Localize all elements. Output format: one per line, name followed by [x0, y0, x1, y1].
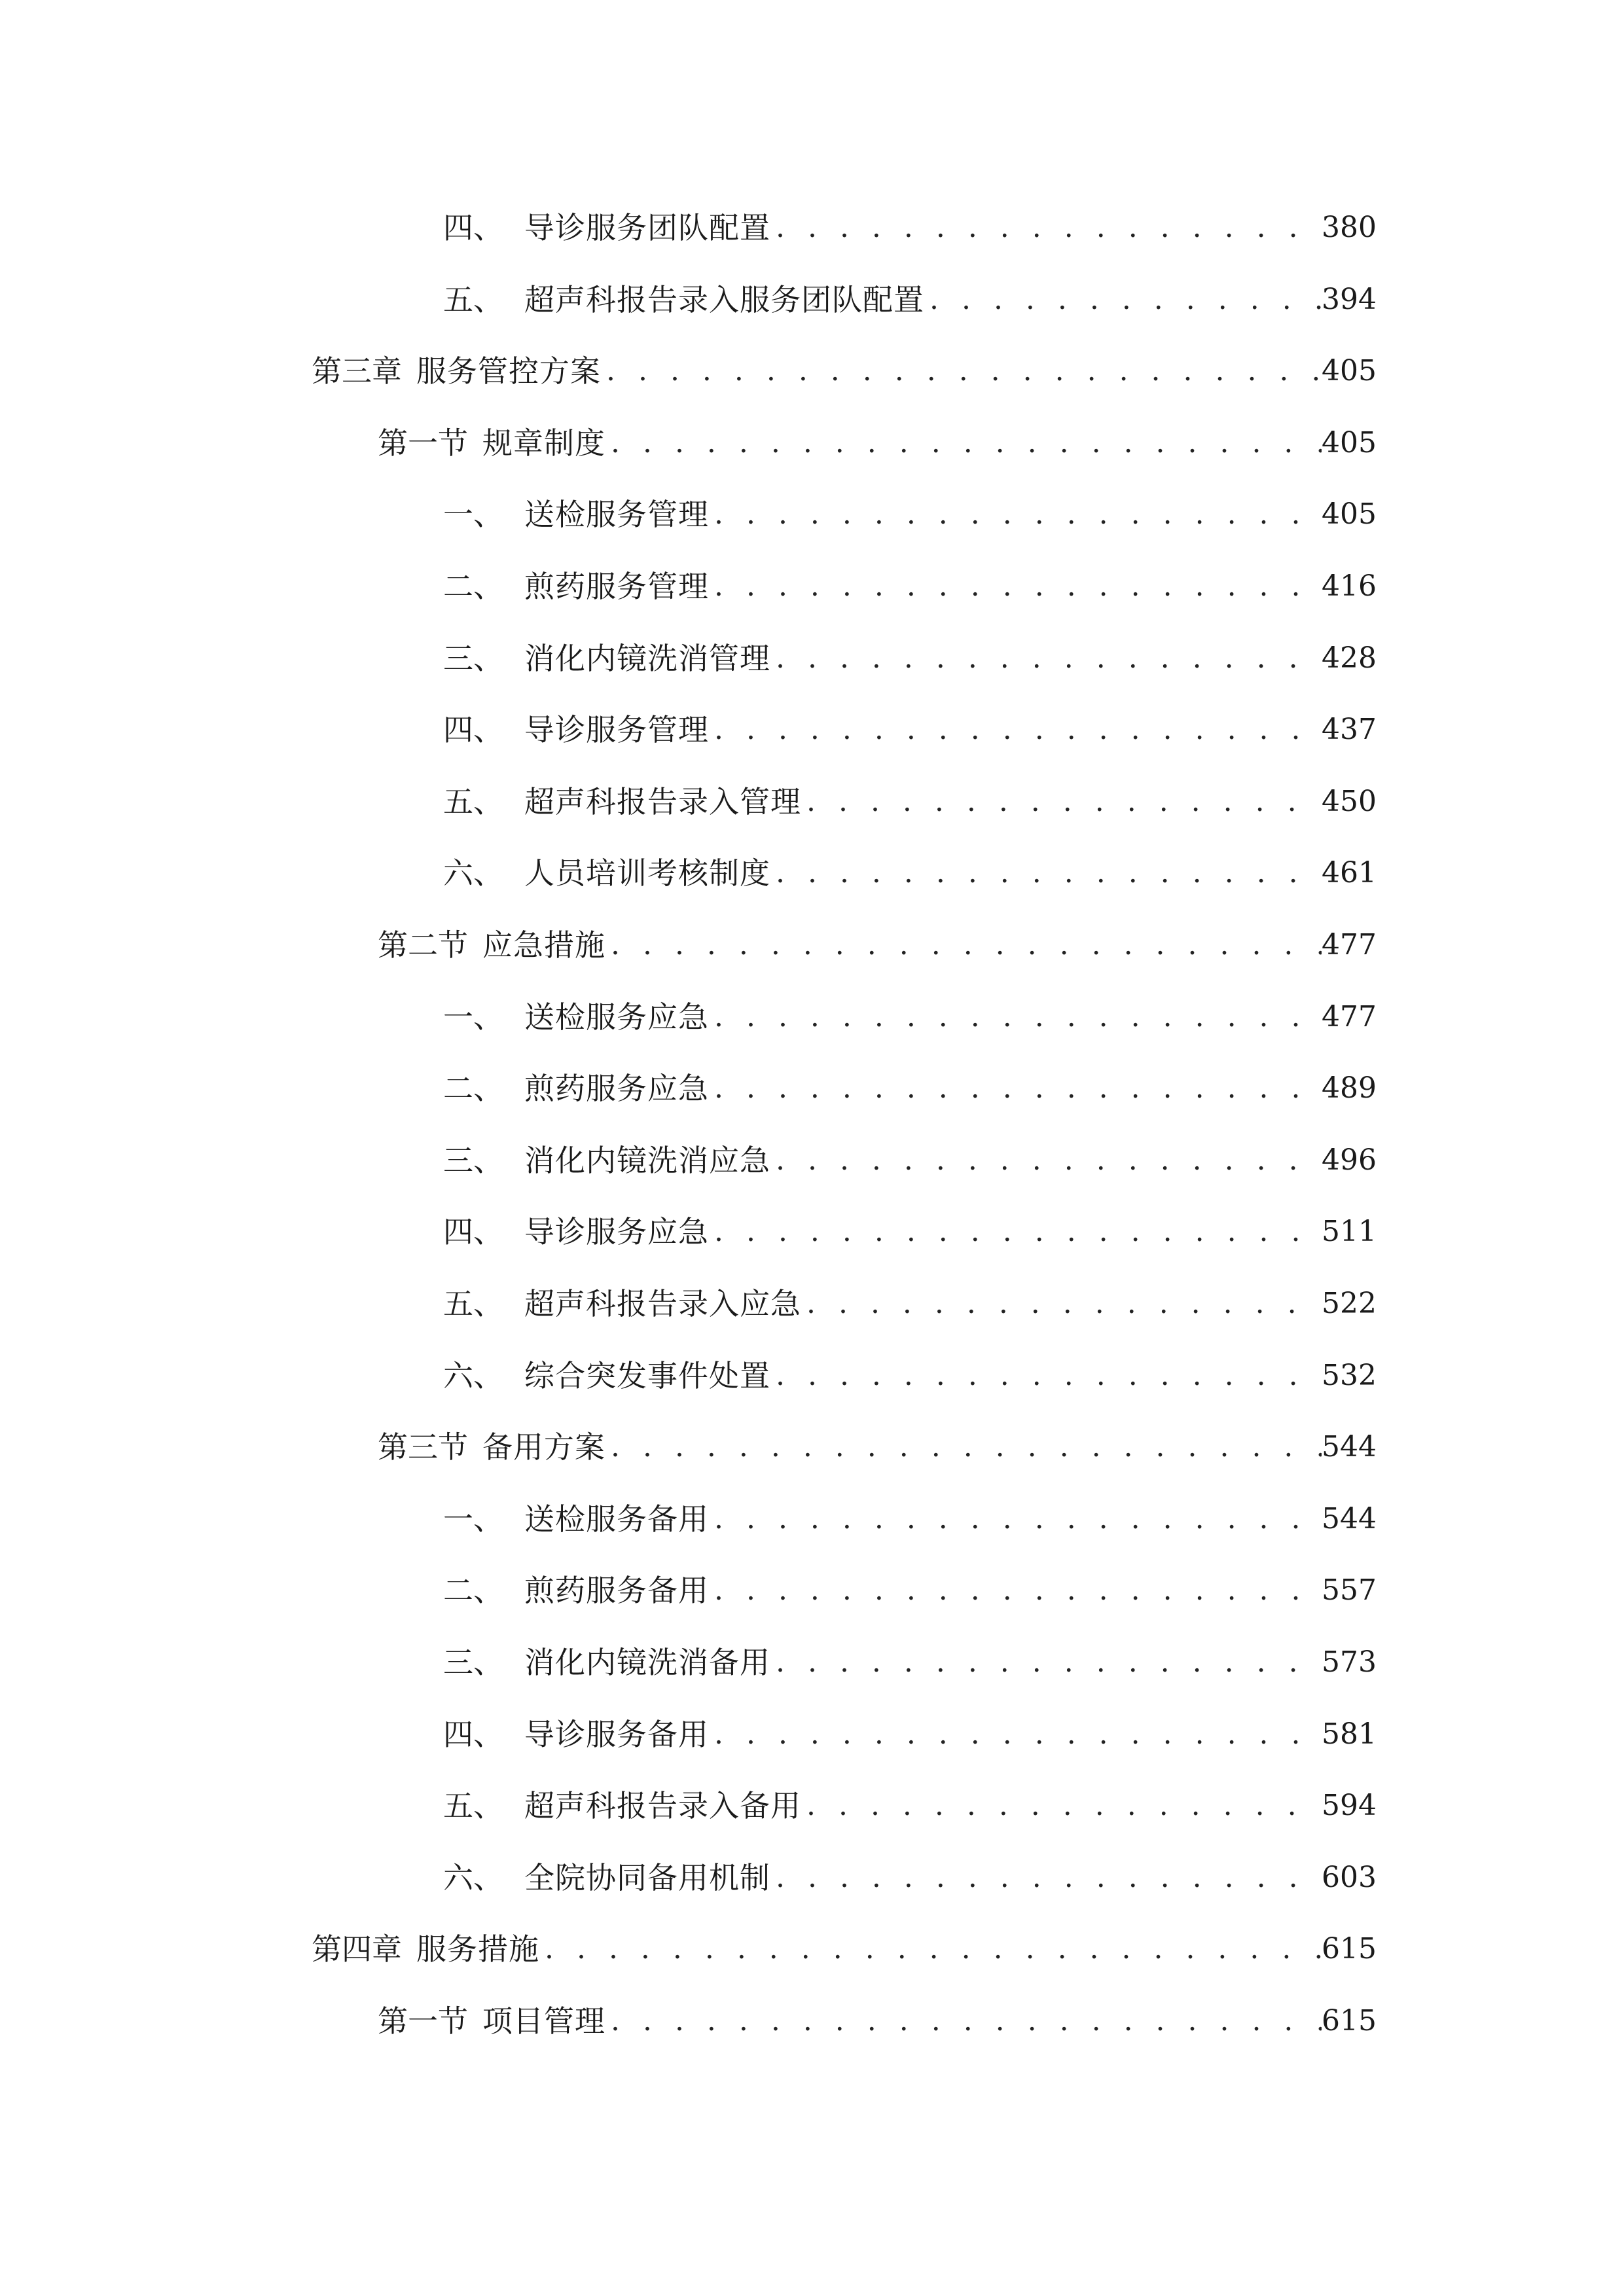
toc-dot-leader [601, 345, 1322, 397]
toc-entry-section[interactable] [378, 919, 1377, 971]
toc-entry-page-number: 522 [1322, 1287, 1377, 1320]
toc-entry-item[interactable] [443, 560, 1377, 613]
toc-entry-page-number: 594 [1322, 1789, 1377, 1823]
toc-entry-title: 超声科报告录入应急 [524, 1286, 801, 1321]
toc-entry-number: 四、 [443, 712, 503, 748]
toc-entry-title: 应急措施 [482, 927, 605, 963]
toc-entry-title: 备用方案 [482, 1429, 605, 1465]
toc-entry-title: 煎药服务应急 [524, 1071, 709, 1107]
toc-entry-title: 消化内镜洗消管理 [524, 640, 770, 676]
toc-dot-leader [709, 1062, 1322, 1115]
toc-entry-number: 第一节 [378, 2003, 468, 2039]
toc-entry-title: 人员培训考核制度 [524, 855, 770, 891]
toc-entry-page-number: 581 [1322, 1717, 1377, 1751]
toc-entry-title: 超声科报告录入备用 [524, 1788, 801, 1824]
toc-entry-number: 第三章 [312, 353, 402, 389]
toc-dot-leader [770, 847, 1322, 899]
toc-dot-leader [605, 1421, 1322, 1473]
toc-dot-leader [709, 488, 1322, 541]
toc-entry-page-number: 394 [1322, 282, 1377, 316]
toc-entry-page-number: 573 [1322, 1645, 1377, 1679]
toc-dot-leader [924, 274, 1322, 326]
toc-entry-item[interactable] [443, 1708, 1377, 1761]
toc-entry-page-number: 615 [1322, 1932, 1377, 1966]
toc-entry-page-number: 405 [1322, 354, 1377, 388]
toc-dot-leader [709, 1564, 1322, 1617]
toc-entry-chapter[interactable] [312, 345, 1377, 397]
toc-entry-page-number: 450 [1322, 784, 1377, 818]
toc-entry-number: 第二节 [378, 927, 468, 963]
toc-entry-number: 二、 [443, 1573, 503, 1609]
toc-entry-item[interactable] [443, 1134, 1377, 1187]
toc-entry-page-number: 437 [1322, 713, 1377, 747]
toc-entry-item[interactable] [443, 776, 1377, 828]
toc-entry-item[interactable] [443, 1636, 1377, 1689]
toc-entry-page-number: 511 [1322, 1215, 1377, 1249]
toc-entry-item[interactable] [443, 274, 1377, 326]
toc-entry-number: 六、 [443, 855, 503, 891]
toc-entry-title: 导诊服务备用 [524, 1716, 709, 1752]
toc-dot-leader [709, 1206, 1322, 1258]
toc-entry-page-number: 380 [1322, 211, 1377, 244]
toc-dot-leader [709, 1708, 1322, 1761]
toc-entry-page-number: 615 [1322, 2004, 1377, 2037]
toc-entry-number: 一、 [443, 497, 503, 533]
toc-dot-leader [605, 919, 1322, 971]
toc-entry-number: 一、 [443, 999, 503, 1035]
toc-dot-leader [709, 704, 1322, 756]
toc-entry-item[interactable] [443, 1062, 1377, 1115]
toc-dot-leader [801, 1780, 1322, 1832]
toc-entry-title: 超声科报告录入管理 [524, 783, 801, 819]
toc-entry-page-number: 496 [1322, 1143, 1377, 1177]
toc-dot-leader [801, 1278, 1322, 1330]
toc-entry-chapter[interactable] [312, 1923, 1377, 1975]
toc-dot-leader [709, 1493, 1322, 1545]
toc-entry-title: 送检服务备用 [524, 1501, 709, 1537]
toc-entry-number: 四、 [443, 1214, 503, 1250]
toc-dot-leader [709, 991, 1322, 1043]
toc-entry-number: 三、 [443, 640, 503, 676]
toc-entry-page-number: 405 [1322, 497, 1377, 531]
toc-dot-leader [770, 1350, 1322, 1402]
toc-entry-title: 超声科报告录入服务团队配置 [524, 281, 924, 317]
toc-entry-title: 服务管控方案 [416, 353, 601, 389]
toc-entry-page-number: 416 [1322, 569, 1377, 603]
toc-entry-title: 消化内镜洗消备用 [524, 1645, 770, 1680]
toc-dot-leader [770, 1852, 1322, 1904]
toc-entry-item[interactable] [443, 991, 1377, 1043]
toc-entry-page-number: 489 [1322, 1071, 1377, 1105]
toc-dot-leader [770, 632, 1322, 685]
toc-dot-leader [605, 1995, 1322, 2047]
toc-entry-title: 送检服务管理 [524, 497, 709, 533]
toc-entry-item[interactable] [443, 1852, 1377, 1904]
toc-entry-title: 导诊服务管理 [524, 712, 709, 748]
toc-entry-title: 煎药服务备用 [524, 1573, 709, 1609]
toc-entry-number: 二、 [443, 569, 503, 604]
toc-entry-number: 三、 [443, 1645, 503, 1680]
toc-entry-page-number: 544 [1322, 1501, 1377, 1535]
toc-entry-number: 一、 [443, 1501, 503, 1537]
toc-entry-title: 煎药服务管理 [524, 569, 709, 604]
toc-entry-item[interactable] [443, 704, 1377, 756]
toc-entry-page-number: 477 [1322, 928, 1377, 961]
toc-entry-item[interactable] [443, 1564, 1377, 1617]
toc-entry-title: 送检服务应急 [524, 999, 709, 1035]
toc-entry-item[interactable] [443, 1350, 1377, 1402]
toc-dot-leader [770, 202, 1322, 254]
toc-entry-number: 四、 [443, 210, 503, 245]
toc-entry-page-number: 461 [1322, 856, 1377, 890]
toc-dot-leader [770, 1636, 1322, 1689]
toc-entry-section[interactable] [378, 1421, 1377, 1473]
toc-dot-leader [801, 776, 1322, 828]
toc-entry-number: 二、 [443, 1071, 503, 1107]
toc-entry-number: 四、 [443, 1716, 503, 1752]
toc-entry-item[interactable] [443, 847, 1377, 899]
toc-entry-page-number: 405 [1322, 425, 1377, 459]
toc-entry-item[interactable] [443, 632, 1377, 685]
toc-dot-leader [605, 417, 1322, 469]
toc-entry-title: 项目管理 [482, 2003, 605, 2039]
toc-entry-number: 六、 [443, 1357, 503, 1393]
toc-entry-page-number: 544 [1322, 1430, 1377, 1464]
toc-entry-section[interactable] [378, 417, 1377, 469]
toc-entry-item[interactable] [443, 1493, 1377, 1545]
toc-entry-number: 五、 [443, 281, 503, 317]
toc-entry-number: 五、 [443, 1286, 503, 1321]
toc-entry-page-number: 603 [1322, 1860, 1377, 1894]
toc-entry-page-number: 557 [1322, 1573, 1377, 1607]
toc-entry-title: 服务措施 [416, 1931, 539, 1967]
toc-entry-item[interactable] [443, 202, 1377, 254]
toc-entry-title: 消化内镜洗消应急 [524, 1142, 770, 1178]
toc-dot-leader [709, 560, 1322, 613]
toc-dot-leader [539, 1923, 1322, 1975]
toc-entry-title: 全院协同备用机制 [524, 1859, 770, 1895]
toc-entry-number: 五、 [443, 1788, 503, 1824]
toc-entry-page-number: 477 [1322, 999, 1377, 1033]
toc-entry-page-number: 532 [1322, 1358, 1377, 1392]
toc-entry-title: 导诊服务团队配置 [524, 210, 770, 245]
toc-entry-title: 综合突发事件处置 [524, 1357, 770, 1393]
toc-entry-number: 五、 [443, 783, 503, 819]
toc-entry-item[interactable] [443, 488, 1377, 541]
toc-entry-section[interactable] [378, 1995, 1377, 2047]
toc-entry-number: 第四章 [312, 1931, 402, 1967]
toc-entry-number: 第一节 [378, 425, 468, 461]
toc-entry-item[interactable] [443, 1780, 1377, 1832]
toc-entry-number: 第三节 [378, 1429, 468, 1465]
toc-entry-page-number: 428 [1322, 641, 1377, 675]
toc-entry-item[interactable] [443, 1206, 1377, 1258]
toc-entry-number: 六、 [443, 1859, 503, 1895]
toc-entry-title: 导诊服务应急 [524, 1214, 709, 1250]
toc-entry-number: 三、 [443, 1142, 503, 1178]
toc-entry-item[interactable] [443, 1278, 1377, 1330]
toc-dot-leader [770, 1134, 1322, 1187]
toc-entry-title: 规章制度 [482, 425, 605, 461]
